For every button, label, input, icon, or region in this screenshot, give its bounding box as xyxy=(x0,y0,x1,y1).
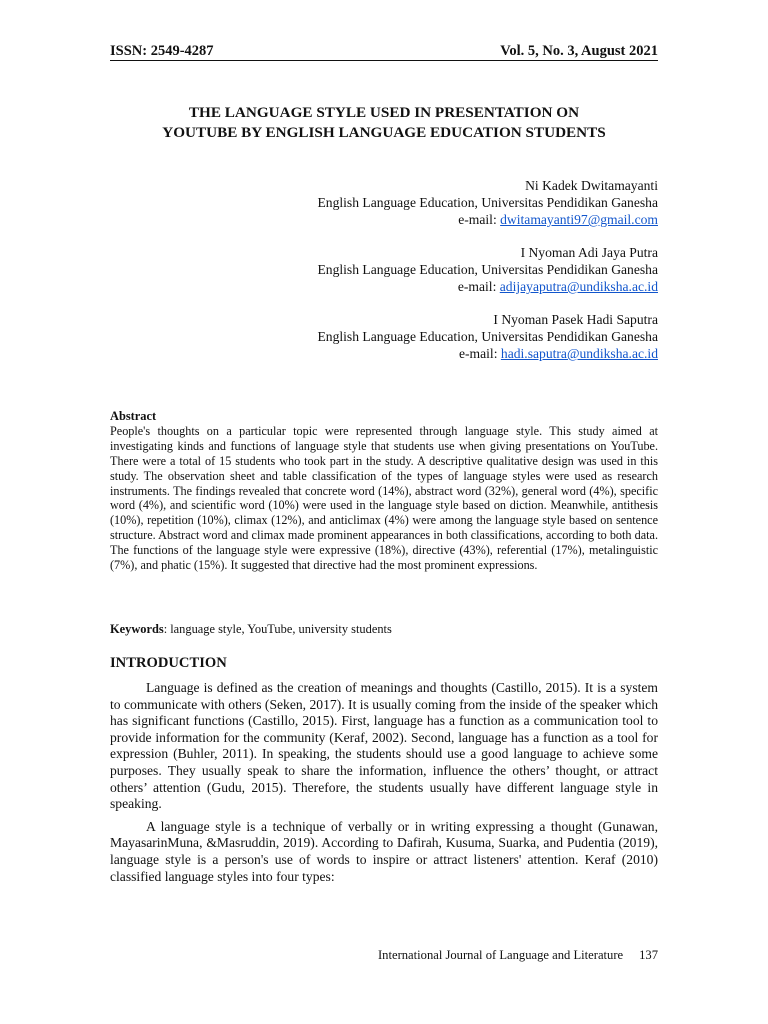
author-email-link[interactable]: hadi.saputra@undiksha.ac.id xyxy=(500,346,658,361)
author-name: I Nyoman Adi Jaya Putra xyxy=(520,245,658,260)
author-email-link[interactable]: dwitamayanti97@gmail.com xyxy=(500,212,658,227)
volume-info: Vol. 5, No. 3, August 2021 xyxy=(500,43,658,59)
page-number: 137 xyxy=(639,948,658,962)
introduction-body xyxy=(110,680,658,891)
email-label: e-mail: xyxy=(458,346,501,361)
author-block xyxy=(110,311,658,362)
author-name: Ni Kadek Dwitamayanti xyxy=(525,178,658,193)
abstract-heading: Abstract xyxy=(110,409,157,423)
author-email-line xyxy=(110,278,658,295)
paper-title xyxy=(110,103,658,143)
author-affiliation: English Language Education, Universitas Pendidikan Ganesha xyxy=(317,195,658,210)
page-footer xyxy=(378,948,658,963)
author-block xyxy=(110,177,658,228)
author-affiliation: English Language Education, Universitas Pendidikan Ganesha xyxy=(317,262,658,277)
author-list xyxy=(110,177,658,378)
journal-name: International Journal of Language and Literature xyxy=(377,948,624,962)
author-email-link[interactable]: adijayaputra@undiksha.ac.id xyxy=(499,279,658,294)
abstract-section xyxy=(110,409,658,573)
page-header xyxy=(110,43,658,61)
author-email-line xyxy=(110,345,658,362)
introduction-heading: INTRODUCTION xyxy=(110,655,227,671)
author-email-line xyxy=(110,211,658,228)
body-paragraph: Language is defined as the creation of meanings and thoughts (Castillo, 2015). It is a system to communicate with others (Seken, 2017). It is usually coming from the inside of the speaker which has significant functions (Castillo, 2015). First, language has a function as a communication tool to provide information for the community (Keraf, 2002). Second, language has a function as a tool for expression (Buhler, 2011). In speaking, the students should use a good language to achieve some purposes. They usually speak to share the information, influence the others’ thought, or attract others’ attention (Gudu, 2015). Therefore, the students usually have different language style in speaking. xyxy=(110,680,658,812)
author-name: I Nyoman Pasek Hadi Saputra xyxy=(493,312,658,327)
issn: ISSN: 2549-4287 xyxy=(110,43,214,59)
title-line-1: THE LANGUAGE STYLE USED IN PRESENTATION ON xyxy=(188,104,580,121)
email-label: e-mail: xyxy=(457,279,500,294)
keywords-text: : language style, YouTube, university students xyxy=(163,622,392,636)
abstract-text: People's thoughts on a particular topic were represented through language style. This study aimed at investigating kinds and functions of language style that students use when giving presentations on YouTube. There were a total of 15 students who took part in the study. A descriptive qualitative design was used in this study. The observation sheet and table classification of the types of language styles were used as research instruments. The findings revealed that concrete word (14%), abstract word (32%), general word (4%), specific word (4%), and scientific word (10%) were used in the language style based on diction. Meanwhile, antithesis (10%), repetition (10%), climax (12%), and anticlimax (4%) were among the language style based on sentence structure. Abstract word and climax made prominent appearances in both classifications, according to both data. The functions of the language style were expressive (18%), directive (43%), referential (17%), metalinguistic (7%), and phatic (15%). It suggested that directive had the most prominent expressions. xyxy=(110,423,658,573)
keywords-label: Keywords xyxy=(110,622,164,636)
author-block xyxy=(110,244,658,295)
author-affiliation: English Language Education, Universitas Pendidikan Ganesha xyxy=(317,329,658,344)
email-label: e-mail: xyxy=(458,212,501,227)
keywords-line xyxy=(110,622,658,637)
body-paragraph: A language style is a technique of verbally or in writing expressing a thought (Gunawan, MayasarinMuna, &Masruddin, 2019). According to Dafirah, Kusuma, Suarka, and Pudentia (2019), language style is a person's use of words to inspire or attract listeners' attention. Keraf (2010) classified language styles into four types: xyxy=(110,818,658,884)
title-line-2: YOUTUBE BY ENGLISH LANGUAGE EDUCATION STUDENTS xyxy=(162,124,606,141)
header-rule xyxy=(110,60,658,61)
